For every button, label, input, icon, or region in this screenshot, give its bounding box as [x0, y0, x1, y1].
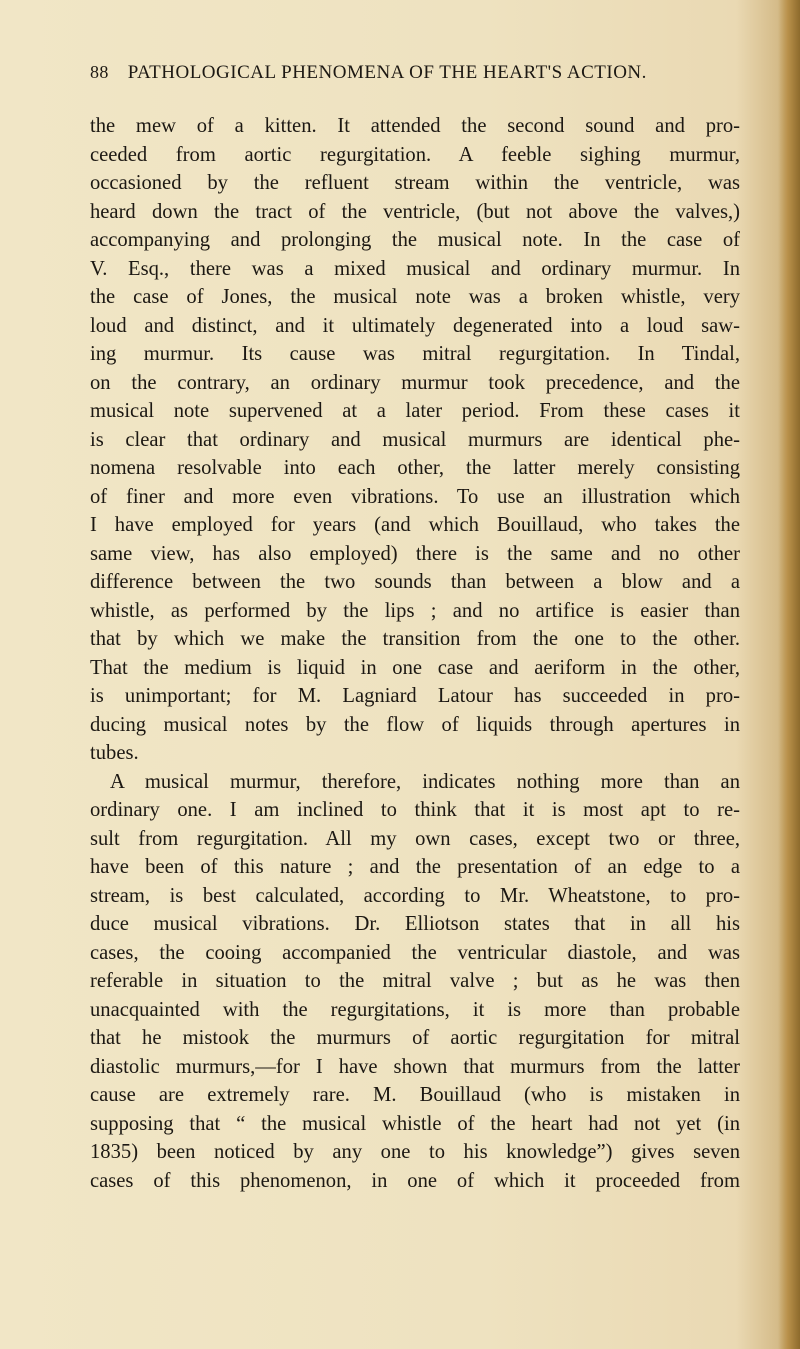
text-line: cases, the cooing accompanied the ventricular diastole, and was [90, 941, 740, 964]
text-line: the case of Jones, the musical note was a broken whistle, very [90, 286, 740, 308]
running-head [90, 62, 730, 84]
page-edge [778, 0, 800, 1349]
text-line: on the contrary, an ordinary murmur took precedence, and the [90, 371, 740, 394]
text-line: A musical murmur, therefore, indicates nothing more than an [110, 770, 740, 793]
text-line: ing murmur. Its cause was mitral regurgitation. In Tindal, [90, 343, 740, 365]
text-line: tubes. [90, 742, 139, 764]
text-line: accompanying and prolonging the musical note. In the case of [90, 229, 740, 251]
text-line: supposing that “ the musical whistle of the heart had not yet (in [90, 1112, 740, 1135]
text-line: is clear that ordinary and musical murmurs are identical phe- [90, 428, 740, 451]
text-line: stream, is best calculated, according to Mr. Wheatstone, to pro- [90, 884, 740, 907]
text-line: diastolic murmurs,—for I have shown that murmurs from the latter [90, 1055, 740, 1078]
text-line: V. Esq., there was a mixed musical and ordinary murmur. In [90, 257, 740, 280]
text-line: loud and distinct, and it ultimately degenerated into a loud saw- [90, 314, 740, 337]
running-head-title: PATHOLOGICAL PHENOMENA OF THE HEART'S ACTION. [127, 62, 647, 83]
text-line: is unimportant; for M. Lagniard Latour has succeeded in pro- [90, 685, 740, 707]
text-line: have been of this nature ; and the presentation of an edge to a [90, 856, 740, 878]
text-line: the mew of a kitten. It attended the second sound and pro- [90, 115, 740, 137]
text-line: sult from regurgitation. All my own cases, except two or three, [90, 827, 740, 850]
text-line: cause are extremely rare. M. Bouillaud (who is mistaken in [90, 1084, 740, 1106]
text-line: heard down the tract of the ventricle, (but not above the valves,) [90, 200, 740, 223]
page-number: 88 [90, 62, 109, 82]
text-line: nomena resolvable into each other, the latter merely consisting [90, 457, 740, 479]
text-line: same view, has also employed) there is the same and no other [90, 542, 740, 565]
text-line: ordinary one. I am inclined to think that it is most apt to re- [90, 799, 740, 821]
text-line: 1835) been noticed by any one to his knowledge”) gives seven [90, 1141, 740, 1163]
text-line: That the medium is liquid in one case and aeriform in the other, [90, 656, 740, 679]
text-line: that he mistook the murmurs of aortic regurgitation for mitral [90, 1027, 740, 1049]
text-line: whistle, as performed by the lips ; and no artifice is easier than [90, 599, 740, 622]
text-line: unacquainted with the regurgitations, it is more than probable [90, 998, 740, 1021]
text-line: musical note supervened at a later period. From these cases it [90, 400, 740, 422]
text-line: of finer and more even vibrations. To use an illustration which [90, 485, 740, 508]
text-line: I have employed for years (and which Bouillaud, who takes the [90, 514, 740, 536]
text-line: ceeded from aortic regurgitation. A feeble sighing murmur, [90, 143, 740, 166]
text-line: that by which we make the transition from the one to the other. [90, 628, 740, 650]
text-line: cases of this phenomenon, in one of which it proceeded from [90, 1169, 740, 1192]
text-line: referable in situation to the mitral valve ; but as he was then [90, 970, 740, 992]
text-line: duce musical vibrations. Dr. Elliotson states that in all his [90, 913, 740, 935]
text-line: ducing musical notes by the flow of liquids through apertures in [90, 713, 740, 736]
body-text [90, 112, 740, 1195]
text-line: difference between the two sounds than between a blow and a [90, 571, 740, 593]
text-line: occasioned by the refluent stream within the ventricle, was [90, 172, 740, 194]
